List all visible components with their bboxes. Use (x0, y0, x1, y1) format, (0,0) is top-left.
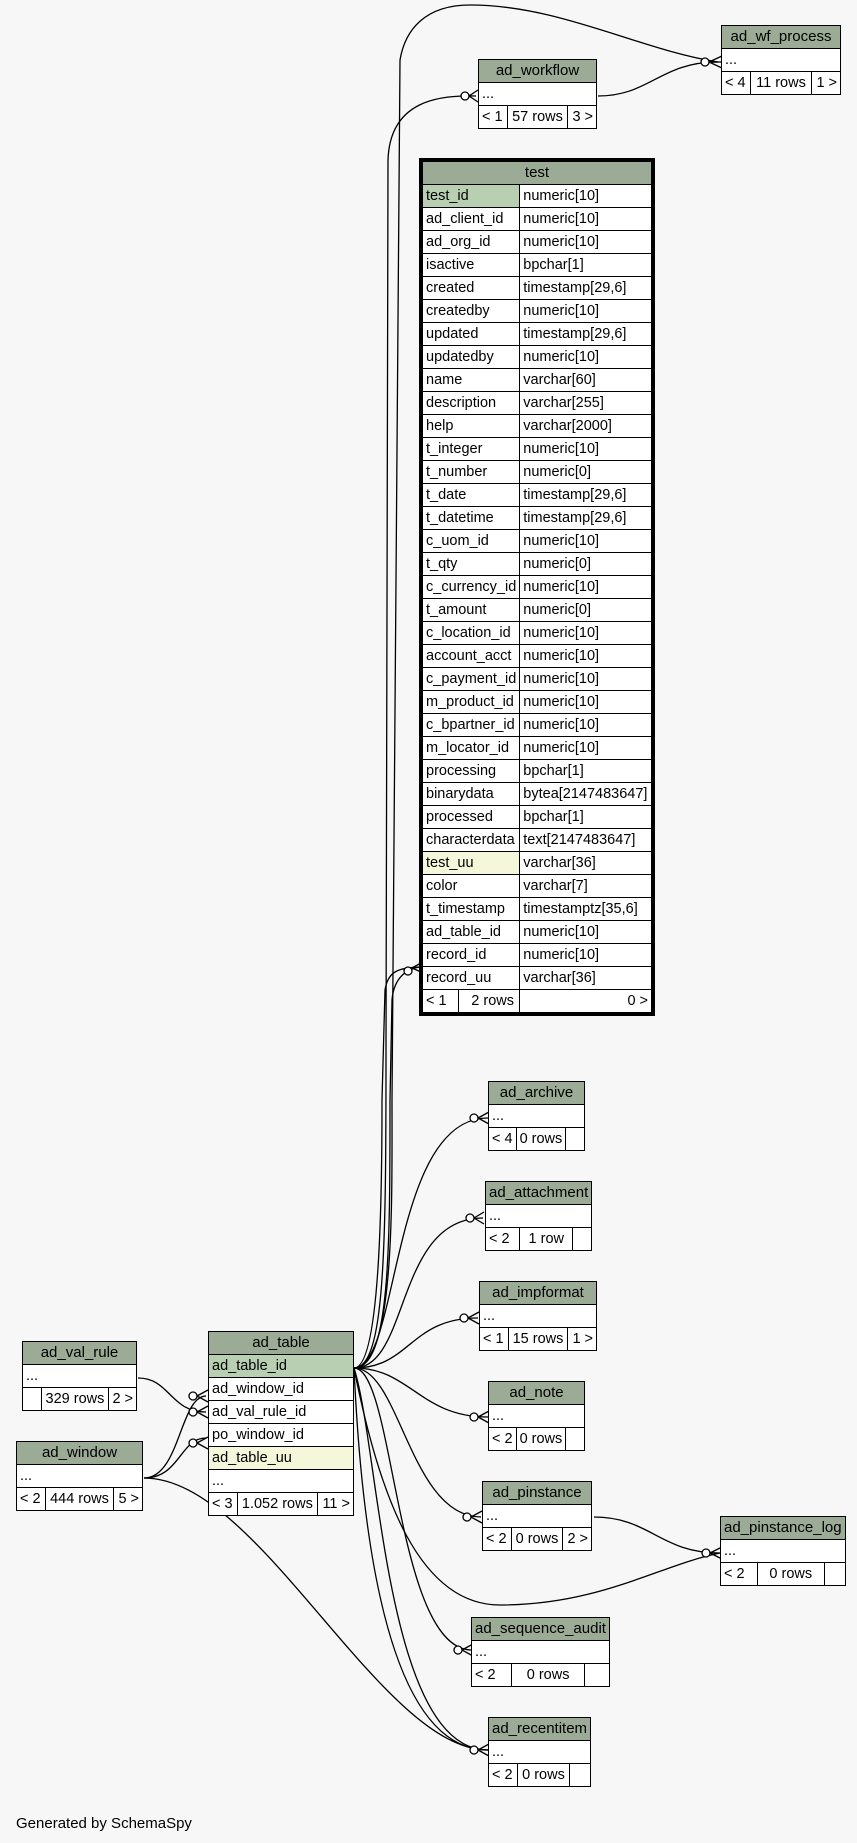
column-ellipsis: ... (17, 1465, 143, 1488)
table-row (423, 714, 652, 737)
footer-generated-by: Generated by SchemaSpy (16, 1815, 192, 1832)
table-row (423, 645, 652, 668)
crowsfoot-attachment (466, 1214, 474, 1222)
column-type: varchar[60] (520, 369, 652, 392)
table-title[interactable]: ad_note (489, 1382, 585, 1405)
column-name: m_locator_id (423, 737, 520, 760)
table-row (423, 967, 652, 990)
column-po-window-id: po_window_id (209, 1424, 354, 1447)
row-count: 444 rows (45, 1488, 114, 1511)
column-type: bpchar[1] (520, 254, 652, 277)
table-row (423, 392, 652, 415)
nav-parents-link[interactable]: < 2 (721, 1563, 758, 1586)
table-row (423, 346, 652, 369)
column-type: numeric[10] (520, 737, 652, 760)
column-name: t_integer (423, 438, 520, 461)
column-name: record_uu (423, 967, 520, 990)
table-ad-pinstance[interactable] (482, 1481, 592, 1551)
column-name: test_uu (423, 852, 520, 875)
edge-workflow-wfprocess (598, 62, 718, 96)
column-type: numeric[10] (520, 185, 652, 208)
column-type: timestamp[29,6] (520, 277, 652, 300)
table-row (423, 277, 652, 300)
edge-table-archive (354, 1118, 488, 1368)
nav-children-link[interactable] (824, 1563, 845, 1586)
table-title[interactable]: ad_archive (489, 1082, 585, 1105)
table-title[interactable]: ad_window (17, 1442, 143, 1465)
table-title[interactable]: test (423, 162, 652, 185)
column-type: numeric[10] (520, 438, 652, 461)
column-name: t_number (423, 461, 520, 484)
nav-parents-link[interactable]: < 2 (483, 1528, 512, 1551)
row-count: 57 rows (507, 106, 567, 129)
crowsfoot-impformat (460, 1314, 468, 1322)
column-name: m_product_id (423, 691, 520, 714)
crowsfoot-pinstance-log (702, 1549, 710, 1557)
edge-pinstance-log (594, 1517, 720, 1553)
table-row (423, 599, 652, 622)
nav-parents-link[interactable]: < 2 (489, 1764, 518, 1787)
row-count: 1 row (520, 1228, 573, 1251)
column-ellipsis: ... (209, 1470, 354, 1493)
table-title[interactable]: ad_table (209, 1332, 354, 1355)
column-ad-val-rule-id: ad_val_rule_id (209, 1401, 354, 1424)
column-type: text[2147483647] (520, 829, 652, 852)
table-row (423, 323, 652, 346)
table-row (423, 829, 652, 852)
column-name: t_amount (423, 599, 520, 622)
crowsfoot-sequence-audit (454, 1646, 462, 1654)
row-count: 0 rows (516, 1428, 566, 1451)
column-name: processed (423, 806, 520, 829)
column-type: numeric[10] (520, 668, 652, 691)
column-ellipsis: ... (489, 1105, 585, 1128)
column-ellipsis: ... (489, 1405, 585, 1428)
table-row (423, 783, 652, 806)
column-name: name (423, 369, 520, 392)
crowsfoot-archive (470, 1114, 478, 1122)
column-name: c_bpartner_id (423, 714, 520, 737)
column-ellipsis: ... (480, 1305, 597, 1328)
column-type: numeric[10] (520, 622, 652, 645)
edge-table-attachment (354, 1218, 483, 1368)
table-row (423, 461, 652, 484)
column-name: updatedby (423, 346, 520, 369)
column-type: timestamp[29,6] (520, 323, 652, 346)
column-name: isactive (423, 254, 520, 277)
table-test[interactable] (422, 161, 652, 1013)
column-name: record_id (423, 944, 520, 967)
column-name: t_timestamp (423, 898, 520, 921)
nav-parents-link[interactable]: < 4 (722, 72, 751, 95)
column-name: ad_org_id (423, 231, 520, 254)
column-type: bpchar[1] (520, 760, 652, 783)
table-row (423, 507, 652, 530)
nav-children-link[interactable]: 2 > (108, 1388, 136, 1411)
column-name: t_date (423, 484, 520, 507)
column-name: characterdata (423, 829, 520, 852)
column-name: t_qty (423, 553, 520, 576)
column-type: numeric[0] (520, 461, 652, 484)
column-name: c_location_id (423, 622, 520, 645)
column-ellipsis: ... (489, 1741, 591, 1764)
table-row (423, 576, 652, 599)
table-ad-sequence-audit[interactable] (471, 1617, 610, 1687)
row-count: 11 rows (751, 72, 811, 95)
table-title[interactable]: ad_wf_process (722, 26, 841, 49)
test-nav-row (423, 990, 520, 1013)
row-count: 0 rows (511, 1528, 563, 1551)
column-type: numeric[0] (520, 553, 652, 576)
nav-parents-link[interactable]: < 4 (489, 1128, 517, 1151)
column-type: bpchar[1] (520, 806, 652, 829)
table-ad-recentitem[interactable] (488, 1717, 591, 1787)
table-row (423, 553, 652, 576)
column-type: timestamptz[35,6] (520, 898, 652, 921)
table-row (423, 300, 652, 323)
table-row (423, 806, 652, 829)
crowsfoot-pinstance (463, 1513, 471, 1521)
column-type: timestamp[29,6] (520, 507, 652, 530)
nav-parents-link[interactable]: < 1 (480, 1328, 509, 1351)
table-row (423, 622, 652, 645)
table-title[interactable]: ad_sequence_audit (472, 1618, 610, 1641)
table-ad-val-rule[interactable] (22, 1341, 137, 1411)
column-name: createdby (423, 300, 520, 323)
table-row (423, 530, 652, 553)
column-ad-table-uu: ad_table_uu (209, 1447, 354, 1470)
table-row (423, 875, 652, 898)
column-ellipsis: ... (722, 49, 841, 72)
column-type: numeric[10] (520, 944, 652, 967)
column-type: numeric[10] (520, 691, 652, 714)
table-title[interactable]: ad_impformat (480, 1282, 597, 1305)
table-row (423, 484, 652, 507)
column-type: varchar[36] (520, 852, 652, 875)
crowsfoot-wfprocess (701, 58, 709, 66)
column-type: timestamp[29,6] (520, 484, 652, 507)
table-row (423, 369, 652, 392)
test-columns (423, 185, 652, 990)
column-type: numeric[10] (520, 714, 652, 737)
column-ad-window-id: ad_window_id (209, 1378, 354, 1401)
edge-window-recentitem (144, 1478, 488, 1750)
column-name: help (423, 415, 520, 438)
table-row (423, 231, 652, 254)
table-row (423, 944, 652, 967)
row-count: 0 rows (516, 1128, 566, 1151)
column-ellipsis: ... (472, 1641, 610, 1664)
edge-table-test (354, 967, 420, 1368)
column-ellipsis: ... (486, 1205, 592, 1228)
crowsfoot-table-powindow (189, 1439, 197, 1447)
table-ad-wf-process[interactable] (721, 25, 841, 95)
crowsfoot-note (470, 1413, 478, 1421)
crowsfoot-recentitem (470, 1746, 478, 1754)
table-title[interactable]: ad_pinstance_log (721, 1517, 846, 1540)
nav-parents-link[interactable]: < 2 (489, 1428, 517, 1451)
table-ad-attachment[interactable] (485, 1181, 592, 1251)
nav-parents-link[interactable] (23, 1388, 42, 1411)
column-type: numeric[10] (520, 346, 652, 369)
nav-children-link[interactable]: 5 > (114, 1488, 143, 1511)
nav-children-link[interactable]: 1 > (811, 72, 840, 95)
column-ellipsis: ... (23, 1365, 137, 1388)
table-row (423, 438, 652, 461)
crowsfoot-workflow (461, 92, 469, 100)
column-type: varchar[7] (520, 875, 652, 898)
table-title[interactable]: ad_attachment (486, 1182, 592, 1205)
column-name: account_acct (423, 645, 520, 668)
crowsfoot-table-window (189, 1392, 197, 1400)
table-row (423, 852, 652, 875)
table-title[interactable]: ad_val_rule (23, 1342, 137, 1365)
nav-children-link[interactable] (570, 1764, 591, 1787)
row-count: 329 rows (42, 1388, 109, 1411)
nav-parents-link[interactable]: < 2 (17, 1488, 46, 1511)
column-name: color (423, 875, 520, 898)
table-ad-note[interactable] (488, 1381, 585, 1451)
table-row (423, 691, 652, 714)
column-name: test_id (423, 185, 520, 208)
column-type: varchar[36] (520, 967, 652, 990)
edge-table-note (354, 1368, 488, 1417)
column-type: varchar[255] (520, 392, 652, 415)
nav-parents-link[interactable]: < 3 (209, 1493, 238, 1516)
row-count: 1.052 rows (237, 1493, 318, 1516)
nav-children-link[interactable]: 11 > (318, 1493, 354, 1516)
table-row (423, 185, 652, 208)
nav-parents-link[interactable]: < 1 (423, 990, 459, 1012)
table-row (423, 254, 652, 277)
table-ad-archive[interactable] (488, 1081, 585, 1151)
table-ad-pinstance-log[interactable] (720, 1516, 846, 1586)
row-count: 15 rows (508, 1328, 568, 1351)
column-name: updated (423, 323, 520, 346)
edge-window-table-1 (144, 1396, 206, 1478)
table-ad-workflow[interactable] (478, 59, 597, 129)
row-count: 2 rows (471, 993, 514, 1009)
column-type: numeric[10] (520, 530, 652, 553)
nav-children-link[interactable] (566, 1428, 585, 1451)
column-type: bytea[2147483647] (520, 783, 652, 806)
nav-children-link[interactable]: 2 > (563, 1528, 592, 1551)
nav-children-link[interactable] (573, 1228, 592, 1251)
column-type: numeric[10] (520, 231, 652, 254)
column-name: description (423, 392, 520, 415)
row-count: 0 rows (512, 1664, 585, 1687)
column-name: c_uom_id (423, 530, 520, 553)
column-type: numeric[10] (520, 645, 652, 668)
column-type: numeric[10] (520, 208, 652, 231)
column-name: c_currency_id (423, 576, 520, 599)
table-title[interactable]: ad_workflow (479, 60, 597, 83)
column-type: numeric[10] (520, 300, 652, 323)
table-ad-window[interactable] (16, 1441, 143, 1511)
nav-parents-link[interactable]: < 2 (472, 1664, 512, 1687)
column-type: numeric[10] (520, 921, 652, 944)
column-type: numeric[10] (520, 576, 652, 599)
table-row (423, 737, 652, 760)
nav-parents-link[interactable]: < 2 (486, 1228, 520, 1251)
column-name: binarydata (423, 783, 520, 806)
nav-parents-link[interactable]: < 1 (479, 106, 508, 129)
crowsfoot-test (404, 967, 412, 975)
nav-children-link[interactable]: 1 > (568, 1328, 597, 1351)
column-name: t_datetime (423, 507, 520, 530)
nav-children-link[interactable] (584, 1664, 609, 1687)
column-name: ad_table_id (423, 921, 520, 944)
column-ellipsis: ... (721, 1540, 846, 1563)
table-title[interactable]: ad_recentitem (489, 1718, 591, 1741)
nav-children-link[interactable] (566, 1128, 585, 1151)
row-count: 0 rows (517, 1764, 569, 1787)
table-title[interactable]: ad_pinstance (483, 1482, 592, 1505)
table-row (423, 760, 652, 783)
column-name: created (423, 277, 520, 300)
table-ad-impformat[interactable] (479, 1281, 597, 1351)
edge-table-pinstance (354, 1368, 481, 1517)
column-name: ad_client_id (423, 208, 520, 231)
column-name: processing (423, 760, 520, 783)
column-type: numeric[0] (520, 599, 652, 622)
column-ellipsis: ... (479, 83, 597, 106)
crowsfoot-table-valrule (189, 1408, 197, 1416)
row-count: 0 rows (757, 1563, 824, 1586)
table-row (423, 208, 652, 231)
nav-children-link[interactable]: 3 > (568, 106, 597, 129)
table-ad-table[interactable] (208, 1331, 354, 1516)
column-ad-table-id: ad_table_id (209, 1355, 354, 1378)
column-name: c_payment_id (423, 668, 520, 691)
table-row (423, 921, 652, 944)
table-row (423, 415, 652, 438)
column-type: varchar[2000] (520, 415, 652, 438)
column-ellipsis: ... (483, 1505, 592, 1528)
table-row (423, 898, 652, 921)
nav-children-link[interactable]: 0 > (520, 990, 652, 1013)
table-row (423, 668, 652, 691)
edge-table-test-2 (354, 967, 420, 1368)
